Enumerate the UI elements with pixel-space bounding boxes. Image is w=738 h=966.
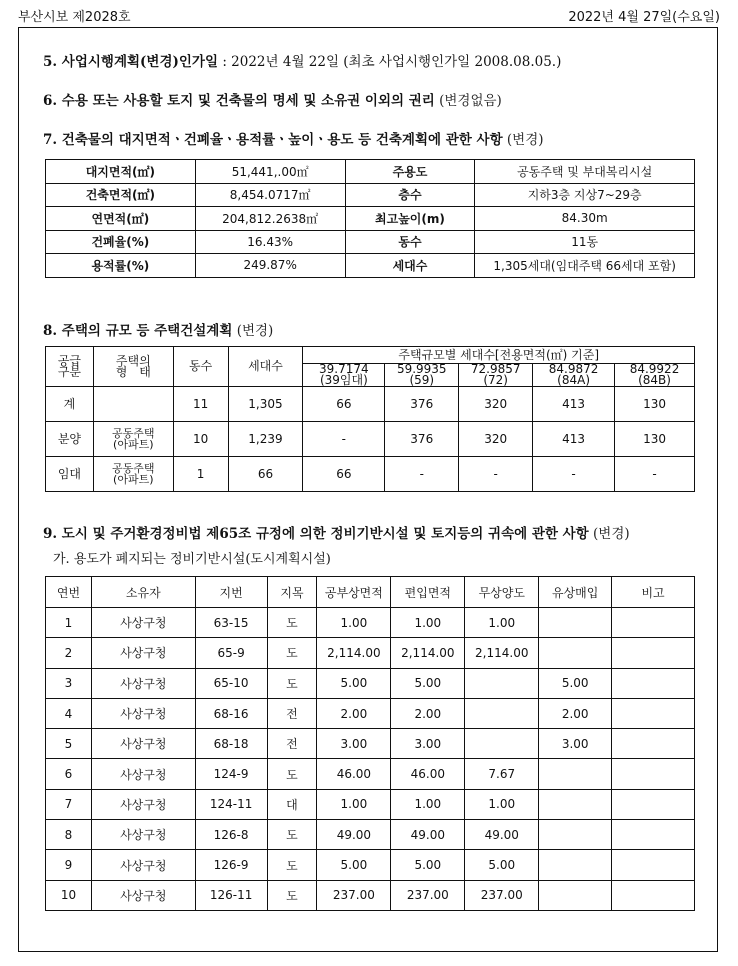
table-cell: 사상구청 bbox=[91, 789, 195, 819]
building-count: 1 bbox=[173, 457, 228, 492]
table-cell: 사상구청 bbox=[91, 638, 195, 668]
housing-plan-row bbox=[46, 422, 695, 457]
building-count: 11 bbox=[173, 387, 228, 422]
building-plan-key: 세대수 bbox=[345, 254, 475, 278]
table-row bbox=[46, 820, 695, 850]
table-cell: 사상구청 bbox=[91, 880, 195, 910]
size-unit-count: 66 bbox=[303, 387, 385, 422]
building-plan-key: 최고높이(m) bbox=[345, 207, 475, 231]
item-7 bbox=[43, 128, 544, 148]
building-plan-row bbox=[46, 207, 695, 231]
size-unit-count: 413 bbox=[533, 422, 615, 457]
table-cell: 1.00 bbox=[465, 789, 539, 819]
item-6-note: (변경없음) bbox=[439, 93, 502, 109]
table-cell: 도 bbox=[267, 880, 317, 910]
housing-plan-row bbox=[46, 387, 695, 422]
header-unit-count: 세대수 bbox=[228, 347, 303, 387]
housing-form-line1: 공동주택 bbox=[112, 427, 155, 440]
column-header: 연번 bbox=[46, 577, 92, 608]
size-unit-count: 320 bbox=[459, 387, 533, 422]
table-cell: 5.00 bbox=[317, 668, 391, 698]
table-cell bbox=[612, 880, 695, 910]
table-cell: 1.00 bbox=[317, 608, 391, 638]
item-9-label: 9. 도시 및 주거환경정비법 제65조 규정에 의한 정비기반시설 및 토지등의 귀속에 관한 사항 bbox=[43, 526, 589, 542]
table-cell: 5.00 bbox=[391, 668, 465, 698]
header-size-group: 주택규모별 세대수[전용면적(㎡) 기준] bbox=[303, 347, 695, 364]
table-cell: 63-15 bbox=[195, 608, 267, 638]
table-cell: 4 bbox=[46, 698, 92, 728]
column-header: 무상양도 bbox=[465, 577, 539, 608]
table-cell: 126-11 bbox=[195, 880, 267, 910]
table-cell: 사상구청 bbox=[91, 608, 195, 638]
item-7-note: (변경) bbox=[506, 132, 544, 148]
table-row bbox=[46, 880, 695, 910]
table-cell: 사상구청 bbox=[91, 668, 195, 698]
item-8-note: (변경) bbox=[236, 323, 274, 339]
item-5 bbox=[43, 50, 561, 70]
building-plan-value: 16.43% bbox=[195, 230, 345, 254]
table-cell: 237.00 bbox=[391, 880, 465, 910]
table-cell bbox=[539, 759, 612, 789]
table-cell: 2,114.00 bbox=[317, 638, 391, 668]
building-plan-key: 층수 bbox=[345, 183, 475, 207]
table-cell: 46.00 bbox=[317, 759, 391, 789]
size-area: 39.7174 bbox=[319, 362, 369, 376]
table-cell: 2,114.00 bbox=[465, 638, 539, 668]
item-5-label: 5. 사업시행계획(변경)인가일 bbox=[43, 54, 219, 70]
table-cell bbox=[612, 850, 695, 880]
housing-form bbox=[93, 422, 173, 457]
size-unit-count: - bbox=[615, 457, 695, 492]
table-cell: 7.67 bbox=[465, 759, 539, 789]
table-cell: 3.00 bbox=[391, 729, 465, 759]
table-cell: 65-10 bbox=[195, 668, 267, 698]
supply-type: 분양 bbox=[46, 422, 94, 457]
building-plan-key: 용적률(%) bbox=[46, 254, 196, 278]
table-cell: 49.00 bbox=[391, 820, 465, 850]
table-cell: 1 bbox=[46, 608, 92, 638]
building-count: 10 bbox=[173, 422, 228, 457]
table-cell bbox=[465, 698, 539, 728]
table-cell bbox=[612, 820, 695, 850]
size-unit-count: - bbox=[385, 457, 459, 492]
table-cell: 5.00 bbox=[539, 668, 612, 698]
building-plan-key: 주용도 bbox=[345, 160, 475, 184]
building-plan-value: 8,454.0717㎡ bbox=[195, 183, 345, 207]
size-unit-count: 376 bbox=[385, 387, 459, 422]
building-plan-key: 건폐율(%) bbox=[46, 230, 196, 254]
size-unit-count: 130 bbox=[615, 387, 695, 422]
table-row bbox=[46, 759, 695, 789]
size-area: 72.9857 bbox=[470, 362, 521, 376]
size-unit-count: 66 bbox=[303, 457, 385, 492]
supply-type: 계 bbox=[46, 387, 94, 422]
table-cell bbox=[539, 608, 612, 638]
column-header: 지번 bbox=[195, 577, 267, 608]
table-cell: 65-9 bbox=[195, 638, 267, 668]
size-header bbox=[303, 364, 385, 387]
size-type: (72) bbox=[483, 373, 508, 387]
table-cell: 237.00 bbox=[317, 880, 391, 910]
table-cell: 5.00 bbox=[317, 850, 391, 880]
building-plan-value: 11동 bbox=[475, 230, 695, 254]
size-unit-count: - bbox=[533, 457, 615, 492]
size-unit-count: 320 bbox=[459, 422, 533, 457]
table-cell bbox=[465, 668, 539, 698]
table-cell: 3 bbox=[46, 668, 92, 698]
table-cell: 대 bbox=[267, 789, 317, 819]
table-cell: 사상구청 bbox=[91, 850, 195, 880]
table-row bbox=[46, 729, 695, 759]
table-cell: 1.00 bbox=[465, 608, 539, 638]
header-supply-type-line1: 공급 bbox=[57, 353, 82, 368]
table-cell: 124-9 bbox=[195, 759, 267, 789]
table-cell: 사상구청 bbox=[91, 729, 195, 759]
table-cell: 1.00 bbox=[391, 608, 465, 638]
header-housing-form-line2: 형 태 bbox=[115, 364, 151, 379]
building-plan-row bbox=[46, 183, 695, 207]
header-housing-form bbox=[93, 347, 173, 387]
building-plan-table bbox=[45, 159, 695, 278]
header-supply-type-line2: 구분 bbox=[57, 364, 82, 379]
table-cell: 5.00 bbox=[391, 850, 465, 880]
housing-form-line2: (아파트) bbox=[113, 473, 154, 486]
size-unit-count: 130 bbox=[615, 422, 695, 457]
building-plan-value: 1,305세대(임대주택 66세대 포함) bbox=[475, 254, 695, 278]
header-building-count: 동수 bbox=[173, 347, 228, 387]
table-cell bbox=[539, 820, 612, 850]
building-plan-key: 건축면적(㎡) bbox=[46, 183, 196, 207]
header-housing-form-line1: 주택의 bbox=[115, 353, 151, 368]
table-cell bbox=[539, 850, 612, 880]
column-header: 공부상면적 bbox=[317, 577, 391, 608]
size-unit-count: 376 bbox=[385, 422, 459, 457]
table-cell: 6 bbox=[46, 759, 92, 789]
table-cell: 5.00 bbox=[465, 850, 539, 880]
building-plan-value: 204,812.2638㎡ bbox=[195, 207, 345, 231]
table-cell: 2.00 bbox=[391, 698, 465, 728]
supply-type: 임대 bbox=[46, 457, 94, 492]
item-8 bbox=[43, 319, 273, 339]
size-area: 84.9922 bbox=[629, 362, 680, 376]
housing-form bbox=[93, 387, 173, 422]
housing-plan-row bbox=[46, 457, 695, 492]
table-cell: 49.00 bbox=[465, 820, 539, 850]
table-cell: 1.00 bbox=[391, 789, 465, 819]
table-cell: 사상구청 bbox=[91, 698, 195, 728]
item-5-value: : 2022년 4월 22일 (최초 사업시행인가일 2008.08.05.) bbox=[222, 54, 562, 70]
column-header: 소유자 bbox=[91, 577, 195, 608]
size-type: (59) bbox=[409, 373, 435, 387]
table-cell: 도 bbox=[267, 759, 317, 789]
size-header bbox=[615, 364, 695, 387]
table-cell: 68-18 bbox=[195, 729, 267, 759]
table-cell: 126-8 bbox=[195, 820, 267, 850]
content-frame bbox=[18, 27, 718, 952]
table-cell: 2.00 bbox=[539, 698, 612, 728]
table-cell: 126-9 bbox=[195, 850, 267, 880]
publication-title: 부산시보 제2028호 bbox=[18, 10, 131, 25]
table-cell: 전 bbox=[267, 698, 317, 728]
table-cell: 전 bbox=[267, 729, 317, 759]
building-plan-value: 249.87% bbox=[195, 254, 345, 278]
table-cell: 49.00 bbox=[317, 820, 391, 850]
table-cell bbox=[612, 638, 695, 668]
table-cell bbox=[612, 759, 695, 789]
item-6-label: 6. 수용 또는 사용할 토지 및 건축물의 명세 및 소유권 이외의 권리 bbox=[43, 93, 435, 109]
housing-form bbox=[93, 457, 173, 492]
table-cell: 124-11 bbox=[195, 789, 267, 819]
table-cell: 5 bbox=[46, 729, 92, 759]
table-cell: 68-16 bbox=[195, 698, 267, 728]
column-header: 지목 bbox=[267, 577, 317, 608]
size-header bbox=[533, 364, 615, 387]
table-cell: 도 bbox=[267, 820, 317, 850]
size-area: 59.9935 bbox=[396, 362, 447, 376]
unit-count: 1,239 bbox=[228, 422, 303, 457]
table-cell: 2.00 bbox=[317, 698, 391, 728]
table-cell: 237.00 bbox=[465, 880, 539, 910]
table-cell: 1.00 bbox=[317, 789, 391, 819]
building-plan-key: 연면적(㎡) bbox=[46, 207, 196, 231]
building-plan-key: 동수 bbox=[345, 230, 475, 254]
table-cell: 도 bbox=[267, 850, 317, 880]
unit-count: 1,305 bbox=[228, 387, 303, 422]
table-row bbox=[46, 789, 695, 819]
table-cell bbox=[612, 729, 695, 759]
infrastructure-table bbox=[45, 576, 695, 911]
housing-form-line2: (아파트) bbox=[113, 438, 154, 451]
table-cell bbox=[539, 638, 612, 668]
table-cell bbox=[612, 698, 695, 728]
table-cell: 8 bbox=[46, 820, 92, 850]
column-header: 비고 bbox=[612, 577, 695, 608]
item-8-label: 8. 주택의 규모 등 주택건설계획 bbox=[43, 323, 233, 339]
table-cell: 3.00 bbox=[317, 729, 391, 759]
table-row bbox=[46, 608, 695, 638]
table-row bbox=[46, 698, 695, 728]
page-header bbox=[18, 6, 720, 28]
table-cell: 46.00 bbox=[391, 759, 465, 789]
building-plan-value: 51,441,.00㎡ bbox=[195, 160, 345, 184]
table-cell bbox=[612, 789, 695, 819]
building-plan-row bbox=[46, 254, 695, 278]
table-cell: 9 bbox=[46, 850, 92, 880]
table-cell: 도 bbox=[267, 608, 317, 638]
building-plan-row bbox=[46, 160, 695, 184]
table-cell: 10 bbox=[46, 880, 92, 910]
building-plan-value: 공동주택 및 부대복리시설 bbox=[475, 160, 695, 184]
table-row bbox=[46, 668, 695, 698]
item-9-sub: 가. 용도가 폐지되는 정비기반시설(도시계획시설) bbox=[53, 552, 331, 567]
size-type: (84B) bbox=[638, 373, 671, 387]
table-row bbox=[46, 850, 695, 880]
size-unit-count: 413 bbox=[533, 387, 615, 422]
table-cell: 도 bbox=[267, 638, 317, 668]
table-cell: 사상구청 bbox=[91, 759, 195, 789]
size-unit-count: - bbox=[459, 457, 533, 492]
housing-form-line1: 공동주택 bbox=[112, 462, 155, 475]
table-cell: 3.00 bbox=[539, 729, 612, 759]
table-cell: 사상구청 bbox=[91, 820, 195, 850]
table-cell bbox=[539, 789, 612, 819]
publication-date: 2022년 4월 27일(수요일) bbox=[568, 10, 720, 25]
building-plan-row bbox=[46, 230, 695, 254]
item-7-label: 7. 건축물의 대지면적ㆍ건폐율ㆍ용적률ㆍ높이ㆍ용도 등 건축계획에 관한 사항 bbox=[43, 132, 503, 148]
building-plan-key: 대지면적(㎡) bbox=[46, 160, 196, 184]
size-header bbox=[459, 364, 533, 387]
building-plan-value: 지하3층 지상7~29층 bbox=[475, 183, 695, 207]
table-cell bbox=[465, 729, 539, 759]
table-cell: 2 bbox=[46, 638, 92, 668]
table-cell bbox=[612, 608, 695, 638]
item-6 bbox=[43, 89, 502, 109]
size-header bbox=[385, 364, 459, 387]
table-cell: 2,114.00 bbox=[391, 638, 465, 668]
column-header: 편입면적 bbox=[391, 577, 465, 608]
table-cell: 도 bbox=[267, 668, 317, 698]
column-header: 유상매입 bbox=[539, 577, 612, 608]
size-unit-count: - bbox=[303, 422, 385, 457]
table-cell bbox=[612, 668, 695, 698]
header-supply-type bbox=[46, 347, 94, 387]
size-type: (84A) bbox=[557, 373, 590, 387]
size-type: (39임대) bbox=[319, 373, 368, 387]
table-row bbox=[46, 638, 695, 668]
housing-plan-table bbox=[45, 346, 695, 492]
size-area: 84.9872 bbox=[548, 362, 599, 376]
item-9 bbox=[43, 522, 630, 542]
table-cell bbox=[539, 880, 612, 910]
table-cell: 7 bbox=[46, 789, 92, 819]
unit-count: 66 bbox=[228, 457, 303, 492]
building-plan-value: 84.30m bbox=[475, 207, 695, 231]
item-9-note: (변경) bbox=[593, 526, 630, 542]
